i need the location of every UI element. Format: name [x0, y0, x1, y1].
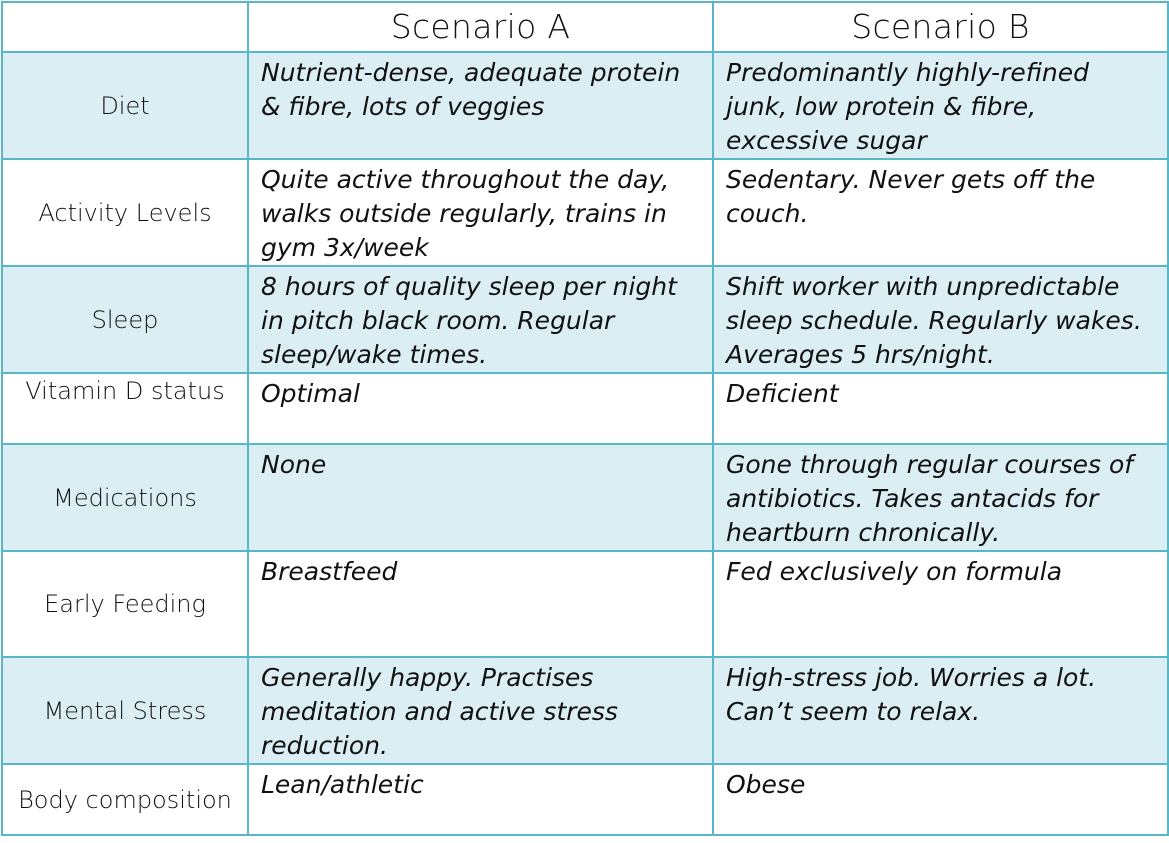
- row-label-mental-stress: Mental Stress: [2, 657, 248, 764]
- cell-scenario-b-diet: Predominantly highly-refined junk, low protein & fibre, excessive sugar: [713, 52, 1168, 159]
- row-label-diet: Diet: [2, 52, 248, 159]
- row-label-sleep: Sleep: [2, 266, 248, 373]
- comparison-table: [1, 1, 1169, 836]
- row-label-body-composition: Body composition: [2, 764, 248, 835]
- cell-scenario-b-body-composition: Obese: [713, 764, 1168, 835]
- cell-scenario-a-body-composition: Lean/athletic: [248, 764, 713, 835]
- cell-scenario-b-mental-stress: High-stress job. Worries a lot. Can’t seem to relax.: [713, 657, 1168, 764]
- table-row: [2, 551, 1168, 657]
- table-row: [2, 444, 1168, 551]
- row-label-activity-levels: Activity Levels: [2, 159, 248, 266]
- cell-scenario-b-vitamin-d-status: Deficient: [713, 373, 1168, 444]
- header-scenario-b: Scenario B: [713, 2, 1168, 52]
- cell-scenario-a-medications: None: [248, 444, 713, 551]
- table-row: [2, 657, 1168, 764]
- cell-scenario-b-medications: Gone through regular courses of antibiotics. Takes antacids for heartburn chronically.: [713, 444, 1168, 551]
- table-row: [2, 764, 1168, 835]
- cell-scenario-a-activity-levels: Quite active throughout the day, walks outside regularly, trains in gym 3x/week: [248, 159, 713, 266]
- table-row: [2, 52, 1168, 159]
- row-label-medications: Medications: [2, 444, 248, 551]
- cell-scenario-a-early-feeding: Breastfeed: [248, 551, 713, 657]
- row-label-early-feeding: Early Feeding: [2, 551, 248, 657]
- table-row: [2, 159, 1168, 266]
- table-row: [2, 266, 1168, 373]
- cell-scenario-b-sleep: Shift worker with unpredictable sleep schedule. Regularly wakes. Averages 5 hrs/night.: [713, 266, 1168, 373]
- cell-scenario-a-sleep: 8 hours of quality sleep per night in pitch black room. Regular sleep/wake times.: [248, 266, 713, 373]
- table-row: [2, 373, 1168, 444]
- header-corner-cell: [2, 2, 248, 52]
- cell-scenario-a-vitamin-d-status: Optimal: [248, 373, 713, 444]
- header-row: [2, 2, 1168, 52]
- cell-scenario-b-early-feeding: Fed exclusively on formula: [713, 551, 1168, 657]
- cell-scenario-a-mental-stress: Generally happy. Practises meditation and active stress reduction.: [248, 657, 713, 764]
- cell-scenario-b-activity-levels: Sedentary. Never gets off the couch.: [713, 159, 1168, 266]
- cell-scenario-a-diet: Nutrient-dense, adequate protein & fibre, lots of veggies: [248, 52, 713, 159]
- header-scenario-a: Scenario A: [248, 2, 713, 52]
- row-label-vitamin-d-status: Vitamin D status: [2, 373, 248, 444]
